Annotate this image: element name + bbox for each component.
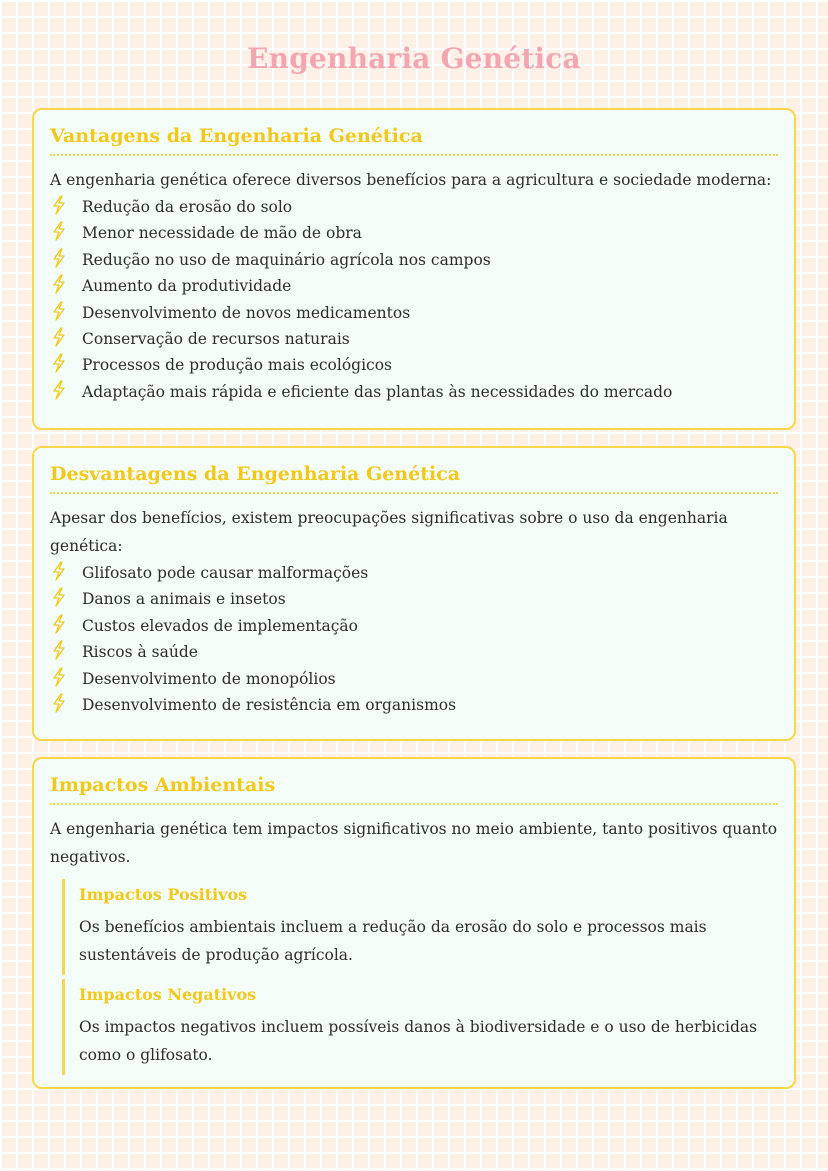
list-item-text: Glifosato pode causar malformações bbox=[82, 564, 369, 582]
advantages-card bbox=[32, 108, 796, 430]
advantages-list bbox=[50, 194, 778, 405]
lightning-bolt-icon bbox=[52, 353, 66, 373]
list-item bbox=[50, 639, 778, 665]
disadvantages-title: Desvantagens da Engenharia Genética bbox=[50, 462, 778, 494]
advantages-intro: A engenharia genética oferece diversos benefícios para a agricultura e sociedade moderna: bbox=[50, 171, 772, 189]
list-item bbox=[50, 194, 778, 220]
list-item-text: Desenvolvimento de resistência em organismos bbox=[82, 696, 457, 715]
lightning-bolt-icon bbox=[52, 195, 66, 215]
list-item-text: Desenvolvimento de novos medicamentos bbox=[82, 303, 411, 322]
list-item-text: Menor necessidade de mão de obra bbox=[82, 224, 362, 243]
list-item bbox=[50, 326, 778, 352]
lightning-bolt-icon bbox=[52, 248, 66, 268]
lightning-bolt-icon bbox=[52, 693, 66, 713]
lightning-bolt-icon bbox=[52, 380, 66, 400]
list-item bbox=[50, 666, 778, 692]
list-item bbox=[50, 352, 778, 378]
lightning-bolt-icon bbox=[52, 327, 66, 347]
list-item-text: Processos de produção mais ecológicos bbox=[82, 356, 393, 375]
list-item-text: Redução da erosão do solo bbox=[82, 198, 293, 216]
negative-impacts-text: Os impactos negativos incluem possíveis danos à biodiversidade e o uso de herbicidas como o glifosato. bbox=[79, 1018, 758, 1064]
negative-impacts-title: Impactos Negativos bbox=[79, 985, 257, 1004]
list-item-text: Adaptação mais rápida e eficiente das plantas às necessidades do mercado bbox=[82, 382, 673, 401]
disadvantages-list bbox=[50, 560, 778, 718]
list-item bbox=[50, 560, 778, 586]
list-item-text: Desenvolvimento de monopólios bbox=[82, 669, 336, 688]
lightning-bolt-icon bbox=[52, 301, 66, 321]
list-item bbox=[50, 273, 778, 299]
lightning-bolt-icon bbox=[52, 640, 66, 660]
positive-impacts-block bbox=[62, 879, 778, 975]
positive-impacts-title: Impactos Positivos bbox=[79, 885, 248, 904]
list-item bbox=[50, 220, 778, 246]
list-item bbox=[50, 300, 778, 326]
lightning-bolt-icon bbox=[52, 274, 66, 294]
list-item bbox=[50, 379, 778, 405]
impacts-title: Impactos Ambientais bbox=[50, 773, 778, 805]
list-item bbox=[50, 692, 778, 718]
list-item bbox=[50, 613, 778, 639]
impacts-card bbox=[32, 757, 796, 1089]
page-title: Engenharia Genética bbox=[247, 42, 581, 75]
impacts-intro: A engenharia genética tem impactos significativos no meio ambiente, tanto positivos quanto negativos. bbox=[50, 820, 778, 866]
lightning-bolt-icon bbox=[52, 561, 66, 581]
list-item-text: Danos a animais e insetos bbox=[82, 590, 286, 609]
lightning-bolt-icon bbox=[52, 614, 66, 634]
list-item bbox=[50, 247, 778, 273]
positive-impacts-text: Os benefícios ambientais incluem a redução da erosão do solo e processos mais sustentáveis de produção agrícola. bbox=[79, 918, 707, 964]
list-item bbox=[50, 586, 778, 612]
list-item-text: Conservação de recursos naturais bbox=[82, 330, 350, 349]
list-item-text: Aumento da produtividade bbox=[82, 277, 292, 296]
lightning-bolt-icon bbox=[52, 587, 66, 607]
negative-impacts-block bbox=[62, 979, 778, 1075]
list-item-text: Custos elevados de implementação bbox=[82, 616, 358, 635]
list-item-text: Riscos à saúde bbox=[82, 643, 198, 662]
list-item-text: Redução no uso de maquinário agrícola nos campos bbox=[82, 250, 491, 269]
disadvantages-intro: Apesar dos benefícios, existem preocupações significativas sobre o uso da engenharia genética: bbox=[50, 509, 728, 555]
disadvantages-card bbox=[32, 446, 796, 741]
lightning-bolt-icon bbox=[52, 667, 66, 687]
advantages-title: Vantagens da Engenharia Genética bbox=[50, 124, 778, 156]
lightning-bolt-icon bbox=[52, 221, 66, 241]
